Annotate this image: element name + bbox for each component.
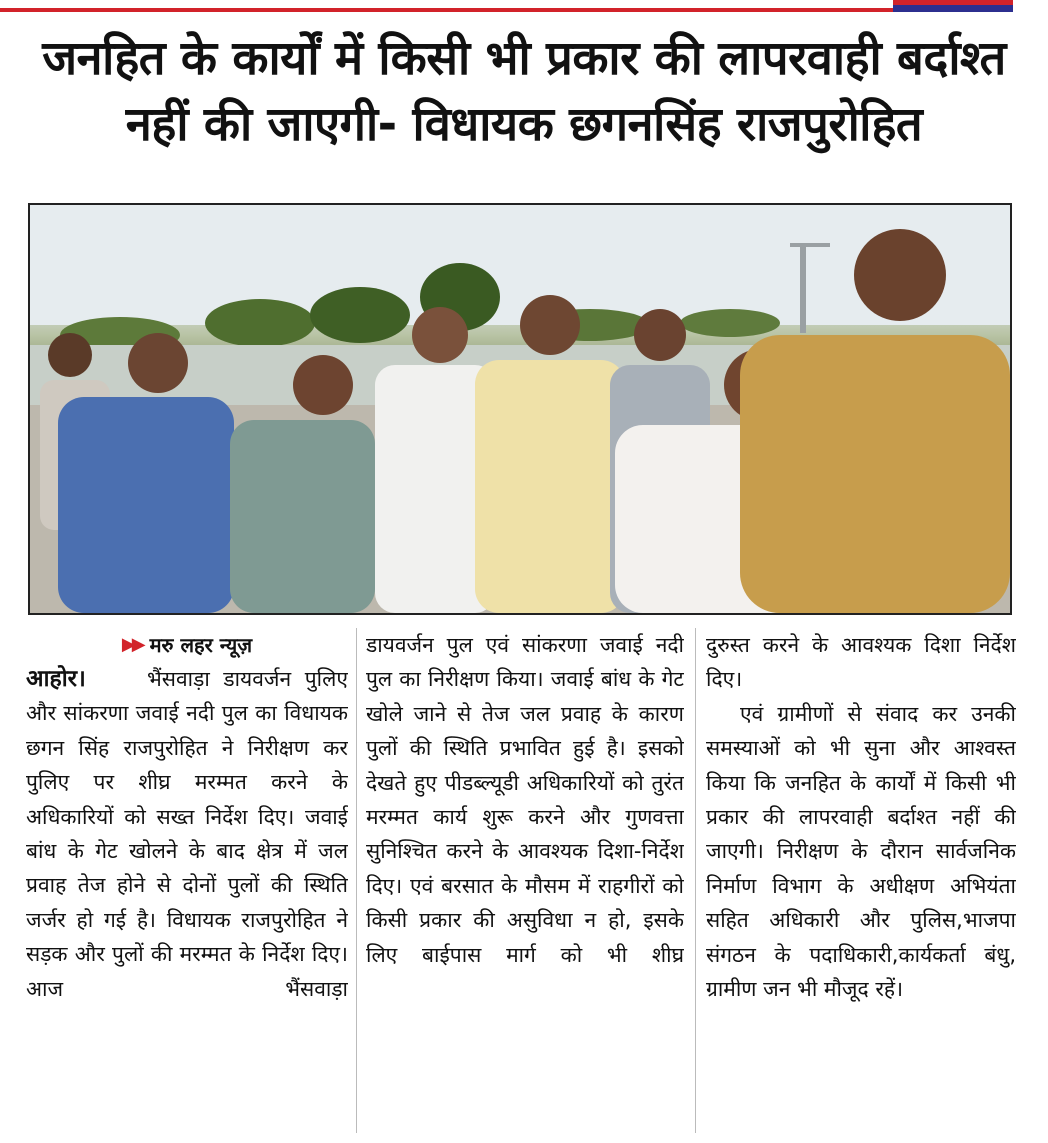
column-1-lead: भैंसवाड़ा डायवर्जन पुलिए और सांकरणा जवाई नदी पुल का विधायक छगन सिंह राजपुरोहित ने निरीक्षण कर पुलिए पर शीघ्र मरम्मत करने के अधिकारियों को सख्त निर्देश दिए। जवाई बांध के गेट खोलने के बाद क्षेत्र में जल प्रवाह तेज होने से दोनों पुलों की स्थिति जर्जर हो गई है। विधायक राजपुरोहित ने सड़क और पुलों की मरम्मत के निर्देश दिए। आज भैंसवाड़ा	[26, 667, 348, 1001]
headline-line-1: जनहित के कार्यों में किसी भी प्रकार की लापरवाही बर्दाश्त	[42, 31, 1006, 86]
dateline: आहोर।	[26, 666, 86, 692]
column-2-text: डायवर्जन पुल एवं सांकरणा जवाई नदी पुल का निरीक्षण किया। जवाई बांध के गेट खोले जाने से तेज जल प्रवाह के कारण पुलों की स्थिति प्रभावित हुई है। इसको देखते हुए पीडब्ल्यूडी अधिकारियों को तुरंत मरम्मत कार्य शुरू करने और गुणवत्ता सुनिश्चित करने के आवश्यक दिशा-निर्देश दिए। एवं बरसात के मौसम में राहगीरों को किसी प्रकार की असुविधा न हो, इसके लिए बाईपास मार्ग को भी शीघ्र	[366, 633, 684, 967]
column-divider-2	[695, 628, 696, 1133]
byline	[26, 628, 348, 662]
column-3-paragraph-1: दुरुस्त करने के आवश्यक दिशा निर्देश दिए।	[706, 633, 1016, 692]
article-column-2	[366, 628, 684, 972]
byline-text: मरु लहर न्यूज़	[149, 632, 253, 657]
article-column-3	[706, 628, 1016, 1006]
column-divider-1	[356, 628, 357, 1133]
fast-forward-icon: ▶▶	[121, 633, 142, 655]
news-photo	[28, 203, 1012, 615]
headline	[0, 26, 1048, 158]
news-photo-illustration	[30, 205, 1010, 613]
column-1-text	[26, 662, 348, 1006]
article-column-1	[26, 628, 348, 1006]
column-3-paragraph-2	[706, 697, 1016, 1007]
headline-line-2: नहीं की जाएगी- विधायक छगनसिंह राजपुरोहित	[125, 97, 923, 152]
column-3-paragraph-2-text: एवं ग्रामीणों से संवाद कर उनकी समस्याओं को भी सुना और आश्वस्त किया कि जनहित के कार्यों में किसी भी प्रकार की लापरवाही बर्दाश्त नहीं की जाएगी। निरीक्षण के दौरान सार्वजनिक निर्माण विभाग के अधीक्षण अभियंता सहित अधिकारी और पुलिस,भाजपा संगठन के पदाधिकारी,कार्यकर्ता बंधु, ग्रामीण जन भी मौजूद रहें।	[706, 701, 1016, 1002]
top-red-rule	[0, 8, 895, 12]
top-corner-tab	[893, 0, 1013, 12]
